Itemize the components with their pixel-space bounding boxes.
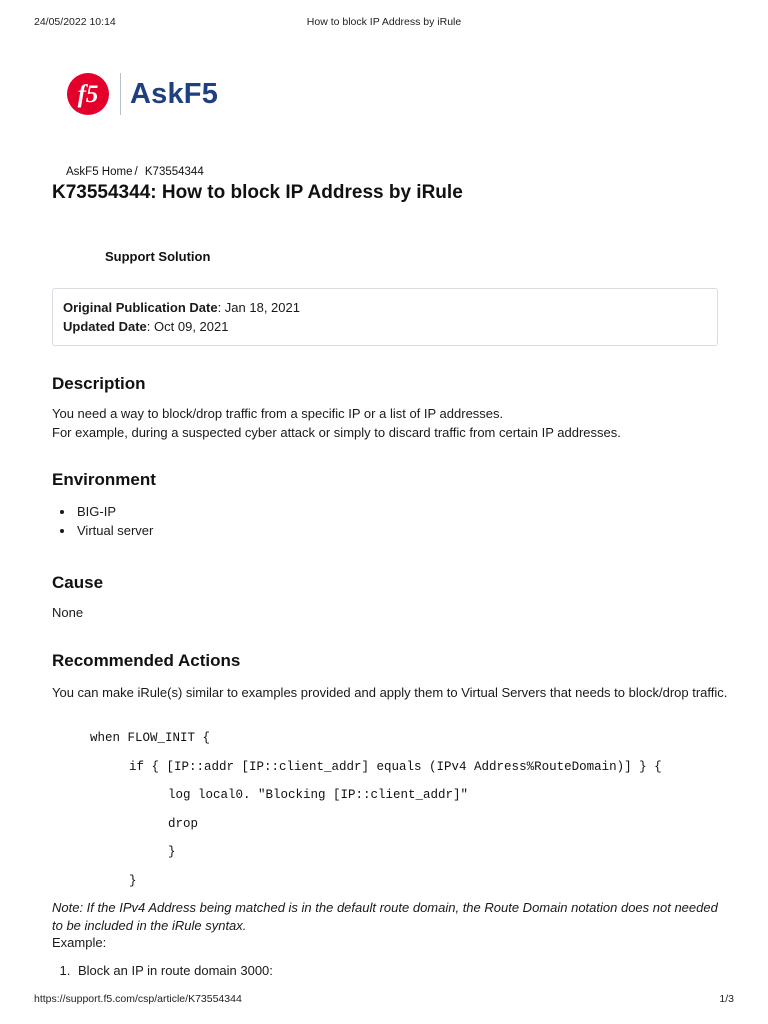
route-domain-note: Note: If the IPv4 Address being matched is in the default route domain, the Route Domain notation does not needed to be included in the iRule syntax. (52, 900, 718, 933)
updated-date-value: : Oct 09, 2021 (146, 319, 229, 334)
print-header (0, 16, 768, 32)
f5-logo-icon (66, 72, 110, 116)
environment-heading: Environment (52, 470, 156, 489)
page-title: K73554344: How to block IP Address by iRule (52, 182, 463, 203)
print-footer-url: https://support.f5.com/csp/article/K73554344 (34, 993, 242, 1005)
environment-item: • Virtual server (75, 521, 153, 540)
cause-text: None (52, 605, 84, 620)
breadcrumb (66, 166, 204, 178)
print-footer (0, 993, 768, 1009)
environment-item: • BIG-IP (75, 502, 153, 521)
print-timestamp: 24/05/2022 10:14 (34, 16, 116, 28)
example-label: Example: (52, 935, 107, 950)
examples-list (74, 963, 273, 978)
environment-list (75, 502, 153, 540)
original-date-label: Original Publication Date (63, 300, 218, 315)
description-line-1: You need a way to block/drop traffic from a specific IP or a list of IP addresses. (52, 406, 504, 421)
print-page-number: 1/3 (719, 993, 734, 1005)
code-line: if { [IP::addr [IP::client_addr] equals (IPv4 Address%RouteDomain)] } { (129, 760, 662, 774)
code-line: drop (168, 817, 199, 831)
askf5-logo[interactable] (66, 72, 218, 116)
code-line: log local0. "Blocking [IP::client_addr]" (168, 788, 469, 802)
example-item: 1. Block an IP in route domain 3000: (74, 963, 273, 978)
print-doc-title: How to block IP Address by iRule (306, 16, 462, 28)
recommended-actions-heading: Recommended Actions (52, 651, 241, 670)
original-date-value: : Jan 18, 2021 (217, 300, 300, 315)
original-publication-date (63, 298, 707, 317)
description-heading: Description (52, 374, 146, 393)
cause-heading: Cause (52, 573, 104, 592)
updated-date (63, 317, 707, 336)
askf5-brand-text: AskF5 (130, 77, 219, 110)
recommended-intro: You can make iRule(s) similar to examples provided and apply them to Virtual Servers that needs to block/drop traffic. (52, 685, 728, 700)
code-line: } (168, 845, 176, 859)
support-solution-label: Support Solution (105, 249, 211, 264)
logo-divider (120, 73, 121, 115)
description-line-2: For example, during a suspected cyber attack or simply to discard traffic from certain IP addresses. (52, 425, 621, 440)
code-line: when FLOW_INIT { (90, 731, 211, 745)
breadcrumb-separator: / (134, 166, 138, 178)
breadcrumb-current: K73554344 (144, 166, 204, 178)
breadcrumb-home-link[interactable]: AskF5 Home (66, 166, 133, 178)
code-line: } (129, 874, 137, 888)
f5-logo-mark-text: f5 (77, 81, 99, 108)
publication-dates-box (52, 288, 718, 346)
updated-date-label: Updated Date (63, 319, 147, 334)
